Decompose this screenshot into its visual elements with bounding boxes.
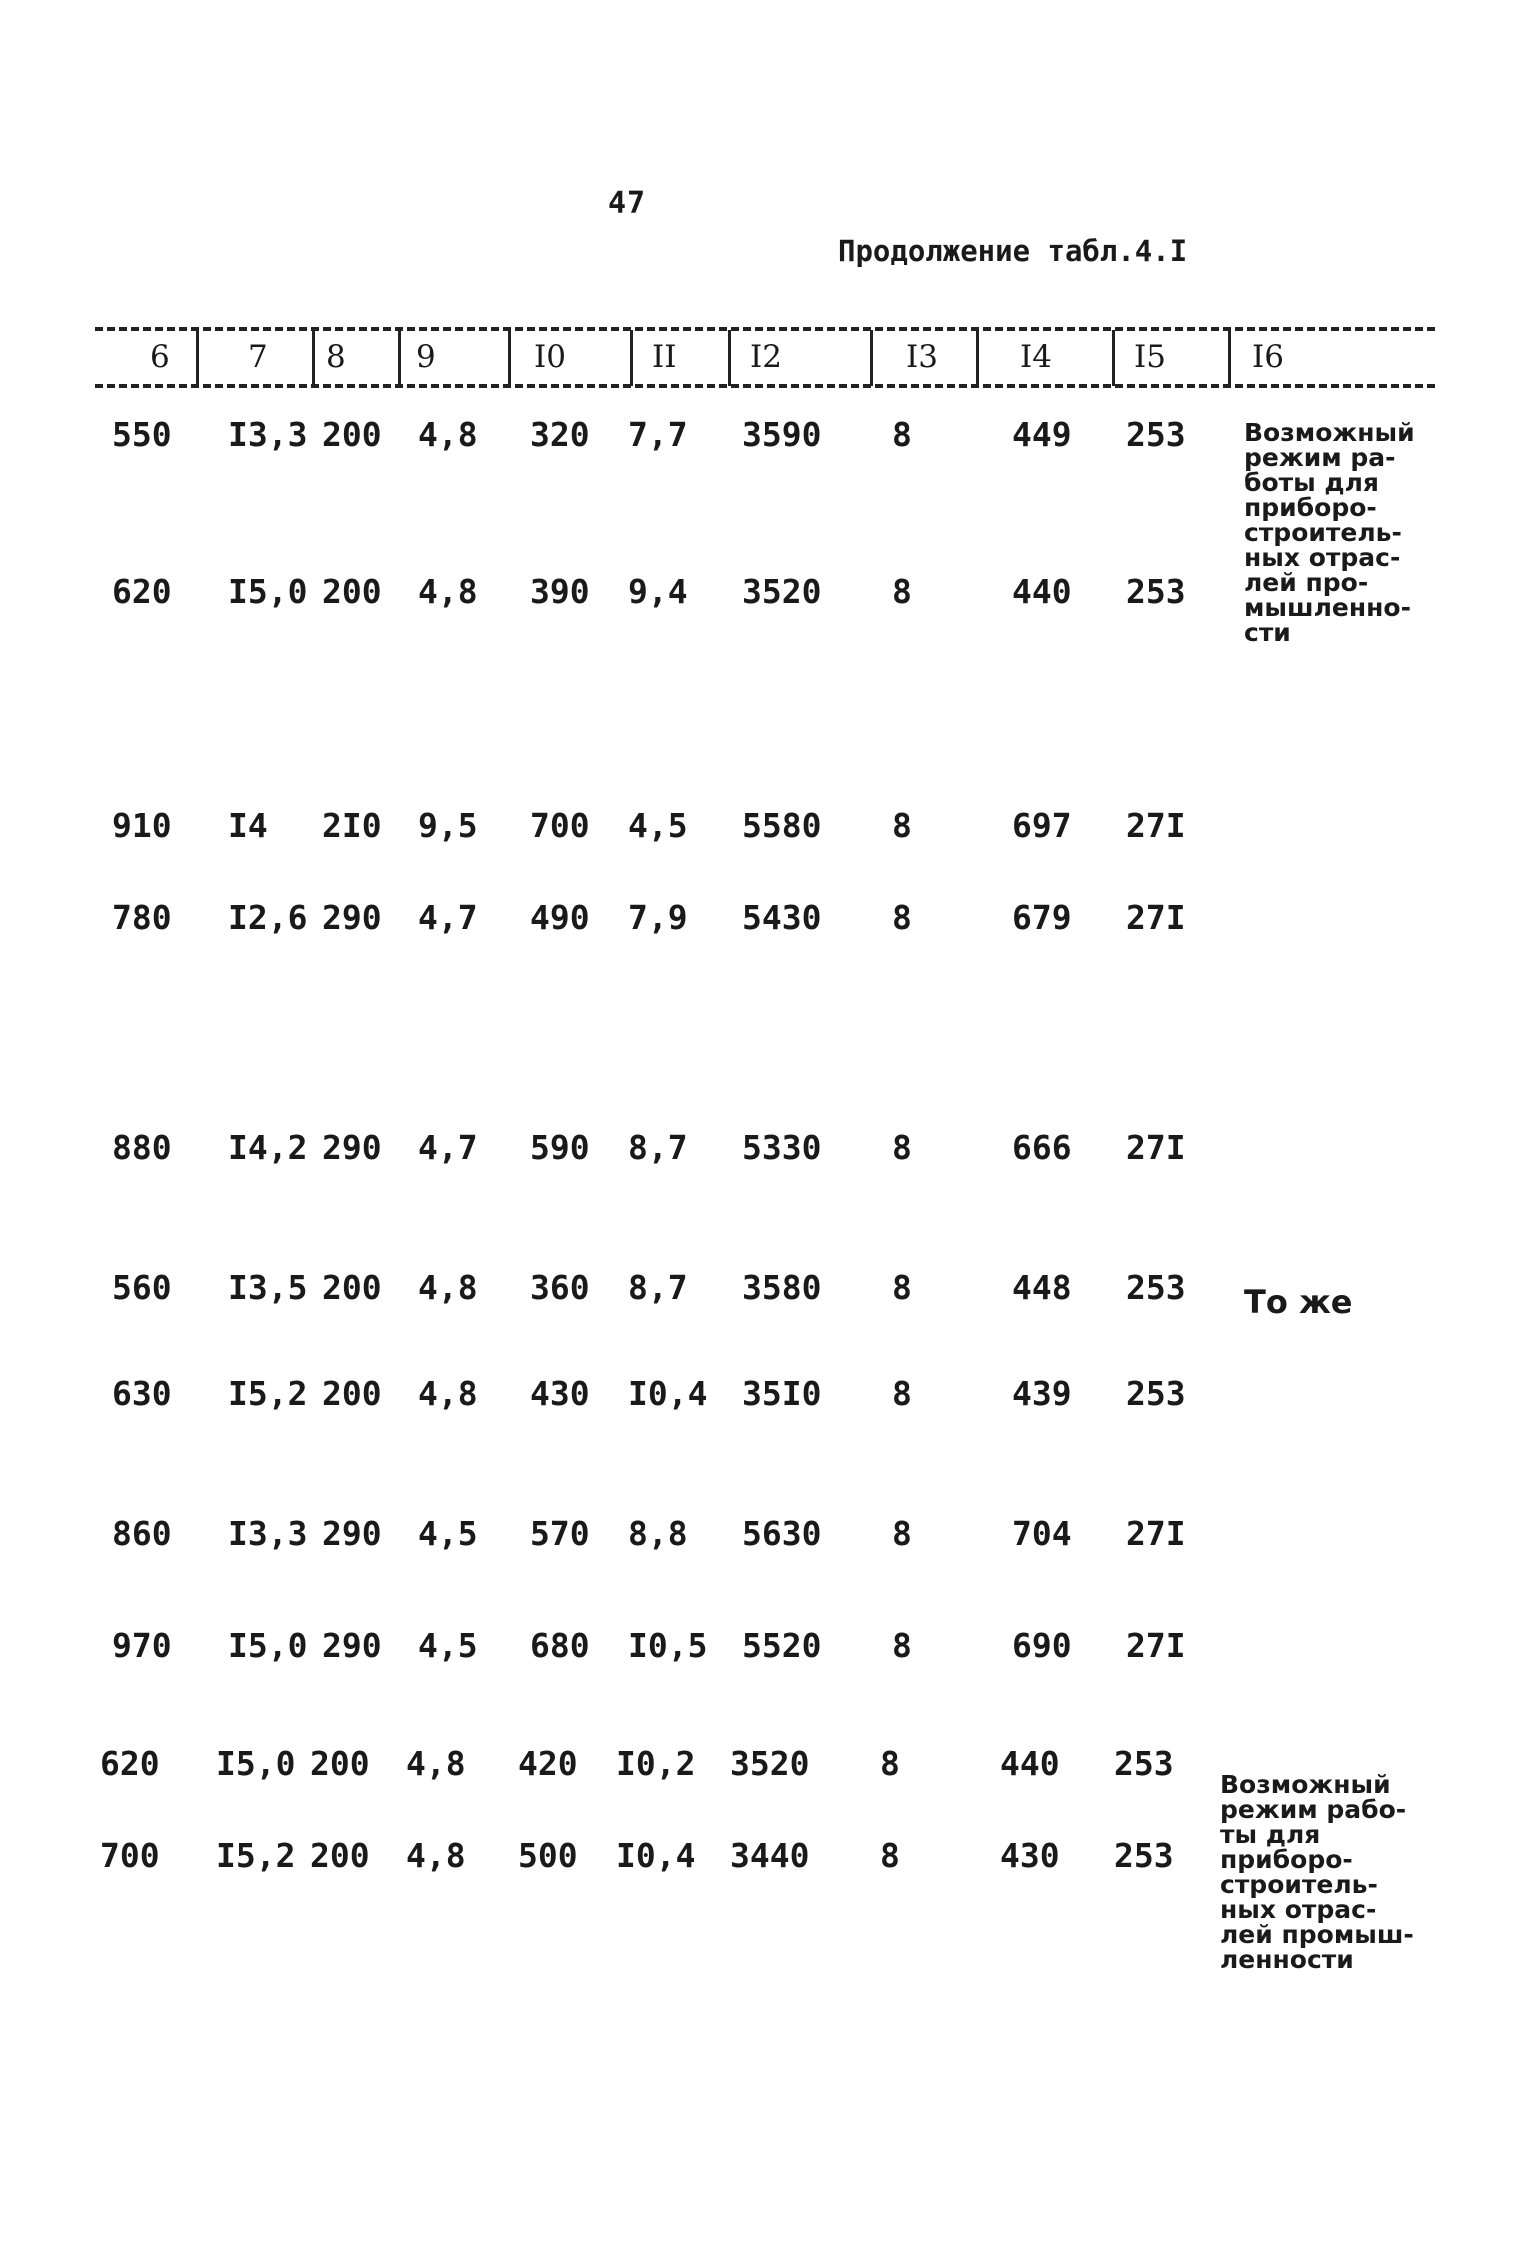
table-cell: 4,8 [418,1268,478,1307]
table-cell: 5430 [742,898,822,937]
table-cell: 704 [1012,1514,1072,1553]
table-cell: 590 [530,1128,590,1167]
column-header: I2 [750,339,782,375]
table-cell: 8,7 [628,1128,688,1167]
table-cell: 440 [1000,1744,1060,1783]
table-cell: 880 [112,1128,172,1167]
table-cell: I5,2 [216,1836,296,1875]
table-cell: 970 [112,1626,172,1665]
table-cell: 560 [112,1268,172,1307]
table-cell: 27I [1126,806,1186,845]
column-separator [1228,330,1231,386]
table-cell: I3,3 [228,1514,308,1553]
table-cell: 253 [1114,1744,1174,1783]
table-cell: 200 [322,415,382,454]
table-cell: 666 [1012,1128,1072,1167]
table-cell: I4 [228,806,268,845]
table-cell: 8 [892,1268,912,1307]
table-cell: 5630 [742,1514,822,1553]
table-cell: 8 [892,1374,912,1413]
table-cell: 200 [310,1836,370,1875]
table-cell: 430 [530,1374,590,1413]
column-header: 7 [248,339,268,375]
table-cell: 4,5 [418,1626,478,1665]
table-cell: 253 [1114,1836,1174,1875]
table-cell: 780 [112,898,172,937]
column-header: 6 [150,339,170,375]
table-cell: 4,8 [418,415,478,454]
table-cell: 8,7 [628,1268,688,1307]
column-header: I5 [1134,339,1166,375]
table-cell: 200 [322,1268,382,1307]
column-header: 9 [416,339,436,375]
page-number: 47 [608,186,647,221]
table-cell: 5580 [742,806,822,845]
table-cell: 290 [322,1128,382,1167]
header-rule-top [95,327,1435,331]
table-cell: 490 [530,898,590,937]
table-cell: 4,5 [628,806,688,845]
table-cell: I5,0 [216,1744,296,1783]
table-cell: 27I [1126,1128,1186,1167]
table-cell: I3,3 [228,415,308,454]
table-cell: 7,7 [628,415,688,454]
table-cell: 253 [1126,415,1186,454]
table-cell: I5,0 [228,572,308,611]
table-cell: 4,5 [418,1514,478,1553]
table-cell: I4,2 [228,1128,308,1167]
table-cell: 448 [1012,1268,1072,1307]
table-caption: Продолжение табл.4.I [838,234,1188,268]
table-cell: 8 [880,1744,900,1783]
table-cell: 910 [112,806,172,845]
table-cell: 290 [322,1626,382,1665]
table-note: Возможный режим ра- боты для приборо- строитель- ных отрас- лей про- мышленно- сти [1244,418,1415,647]
column-header: I3 [906,339,938,375]
table-cell: 630 [112,1374,172,1413]
table-cell: 8 [892,572,912,611]
column-separator [1112,330,1115,386]
column-header: I4 [1020,339,1052,375]
table-cell: 3520 [742,572,822,611]
table-cell: 3520 [730,1744,810,1783]
table-cell: 7,9 [628,898,688,937]
table-cell: 27I [1126,1514,1186,1553]
table-cell: 439 [1012,1374,1072,1413]
column-header: I6 [1252,339,1284,375]
column-header: II [652,339,677,375]
table-cell: 390 [530,572,590,611]
table-cell: 700 [530,806,590,845]
table-cell: 700 [100,1836,160,1875]
table-cell: 680 [530,1626,590,1665]
table-cell: 420 [518,1744,578,1783]
table-cell: 570 [530,1514,590,1553]
column-separator [196,330,199,386]
table-cell: 620 [100,1744,160,1783]
table-cell: I0,4 [628,1374,708,1413]
table-cell: 290 [322,898,382,937]
table-cell: 430 [1000,1836,1060,1875]
table-cell: 35I0 [742,1374,822,1413]
table-note: Возможный режим рабо- ты для приборо- строитель- ных отрас- лей промыш- ленности [1220,1770,1414,1974]
table-cell: 500 [518,1836,578,1875]
table-cell: 4,7 [418,898,478,937]
column-separator [630,330,633,386]
table-cell: 860 [112,1514,172,1553]
table-cell: 8 [892,415,912,454]
table-cell: 5520 [742,1626,822,1665]
table-cell: 449 [1012,415,1072,454]
table-cell: 253 [1126,572,1186,611]
table-cell: 697 [1012,806,1072,845]
column-separator [728,330,731,386]
table-cell: I3,5 [228,1268,308,1307]
table-cell: 253 [1126,1374,1186,1413]
header-rule-bottom [95,384,1435,388]
column-separator [508,330,511,386]
table-cell: 360 [530,1268,590,1307]
table-cell: 27I [1126,1626,1186,1665]
table-cell: 290 [322,1514,382,1553]
table-cell: 3590 [742,415,822,454]
table-cell: 320 [530,415,590,454]
table-cell: 8 [880,1836,900,1875]
table-cell: 550 [112,415,172,454]
table-cell: I5,2 [228,1374,308,1413]
table-cell: 3580 [742,1268,822,1307]
table-cell: 27I [1126,898,1186,937]
table-cell: 200 [322,1374,382,1413]
table-cell: I0,4 [616,1836,696,1875]
table-cell: 8 [892,898,912,937]
table-cell: 3440 [730,1836,810,1875]
table-cell: 690 [1012,1626,1072,1665]
table-cell: I2,6 [228,898,308,937]
table-cell: 4,8 [406,1836,466,1875]
table-cell: 8,8 [628,1514,688,1553]
table-cell: 2I0 [322,806,382,845]
column-separator [312,330,315,386]
table-cell: 8 [892,1514,912,1553]
table-cell: I5,0 [228,1626,308,1665]
table-cell: 620 [112,572,172,611]
column-header: I0 [534,339,566,375]
column-separator [976,330,979,386]
table-cell: 253 [1126,1268,1186,1307]
table-cell: 200 [322,572,382,611]
table-cell: 8 [892,806,912,845]
table-cell: 9,5 [418,806,478,845]
table-cell: I0,2 [616,1744,696,1783]
table-cell: 8 [892,1128,912,1167]
table-cell: 9,4 [628,572,688,611]
column-separator [870,330,873,386]
table-cell: 4,8 [418,572,478,611]
column-separator [398,330,401,386]
table-cell: 4,7 [418,1128,478,1167]
table-cell: 440 [1012,572,1072,611]
table-cell: 4,8 [418,1374,478,1413]
table-cell: 8 [892,1626,912,1665]
table-note: То же [1244,1283,1353,1321]
table-cell: 679 [1012,898,1072,937]
table-cell: 200 [310,1744,370,1783]
table-cell: 4,8 [406,1744,466,1783]
table-cell: I0,5 [628,1626,708,1665]
table-cell: 5330 [742,1128,822,1167]
column-header: 8 [326,339,346,375]
